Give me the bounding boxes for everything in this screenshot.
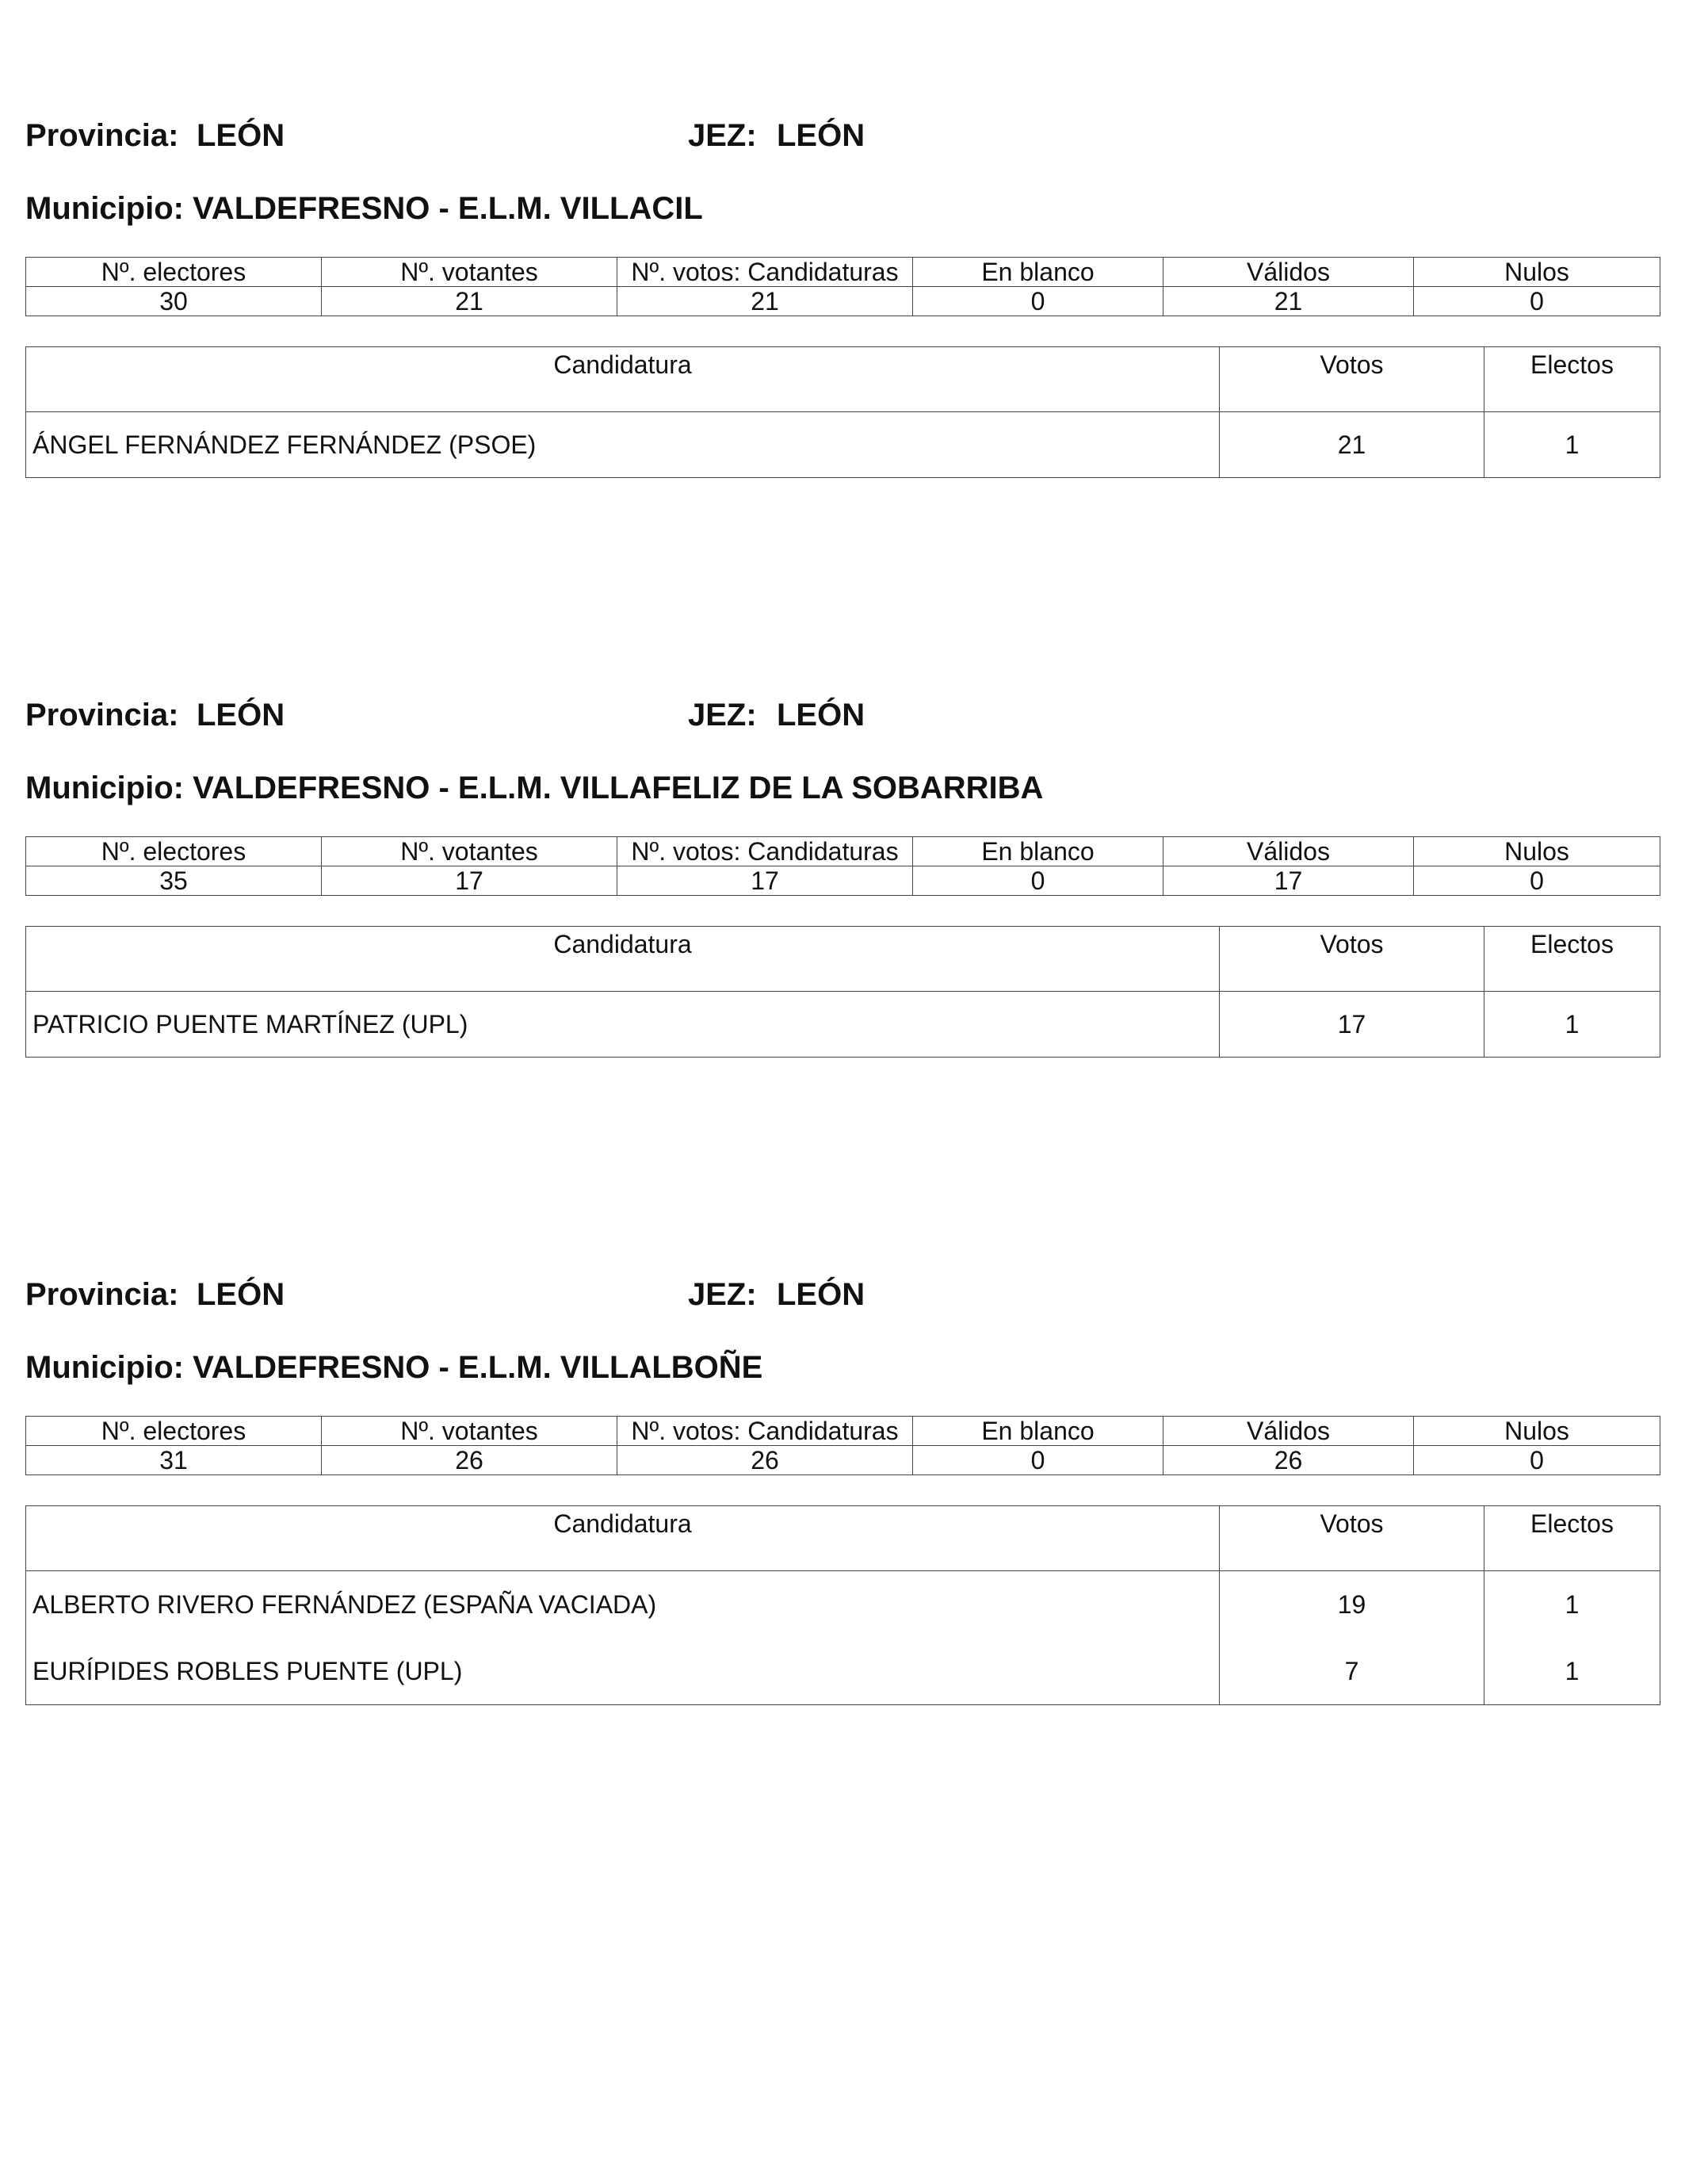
provincia-value: LEÓN <box>197 118 285 153</box>
candidate-votos: 19 <box>1220 1571 1484 1639</box>
candidates-table <box>25 1505 1660 1705</box>
jez-value: LEÓN <box>777 698 865 732</box>
en-blanco-header: En blanco <box>913 837 1163 866</box>
validos-value: 21 <box>1163 287 1414 316</box>
votantes-value: 17 <box>322 866 617 896</box>
stats-table <box>25 1416 1660 1475</box>
candidate-votos: 21 <box>1220 412 1484 478</box>
provincia-label: Provincia: <box>25 118 179 153</box>
en-blanco-value: 0 <box>913 1446 1163 1475</box>
validos-header: Válidos <box>1163 837 1414 866</box>
candidate-votos: 17 <box>1220 992 1484 1058</box>
votantes-header: Nº. votantes <box>322 258 617 287</box>
candidates-header-row <box>26 1506 1660 1571</box>
electores-value: 31 <box>26 1446 322 1475</box>
candidate-electos: 1 <box>1484 1638 1660 1705</box>
stats-table <box>25 836 1660 896</box>
municipio-label: Municipio: <box>25 771 184 805</box>
nulos-header: Nulos <box>1414 837 1660 866</box>
votos-candidaturas-value: 21 <box>617 287 913 316</box>
electores-header: Nº. electores <box>26 1417 322 1446</box>
validos-header: Válidos <box>1163 1417 1414 1446</box>
provincia-label: Provincia: <box>25 698 179 732</box>
candidate-votos: 7 <box>1220 1638 1484 1705</box>
candidates-table <box>25 926 1660 1058</box>
candidate-electos: 1 <box>1484 992 1660 1058</box>
candidate-row <box>26 992 1660 1058</box>
jez-value: LEÓN <box>777 118 865 153</box>
stats-header-row <box>26 1417 1660 1446</box>
jez-label: JEZ: <box>688 118 757 153</box>
validos-value: 26 <box>1163 1446 1414 1475</box>
candidate-row <box>26 1571 1660 1639</box>
en-blanco-header: En blanco <box>913 1417 1163 1446</box>
electores-value: 35 <box>26 866 322 896</box>
votantes-value: 26 <box>322 1446 617 1475</box>
stats-value-row <box>26 866 1660 896</box>
electores-header: Nº. electores <box>26 837 322 866</box>
votos-header: Votos <box>1220 927 1484 992</box>
votos-candidaturas-value: 26 <box>617 1446 913 1475</box>
municipio-heading <box>25 1349 762 1386</box>
result-section-villafeliz <box>25 697 1660 1093</box>
candidate-name: ÁNGEL FERNÁNDEZ FERNÁNDEZ (PSOE) <box>26 412 1220 478</box>
candidates-header-row <box>26 927 1660 992</box>
en-blanco-header: En blanco <box>913 258 1163 287</box>
jez-label: JEZ: <box>688 1277 757 1312</box>
nulos-header: Nulos <box>1414 258 1660 287</box>
en-blanco-value: 0 <box>913 866 1163 896</box>
candidatura-header: Candidatura <box>26 347 1220 412</box>
electos-header: Electos <box>1484 347 1660 412</box>
candidate-row <box>26 412 1660 478</box>
electos-header: Electos <box>1484 1506 1660 1571</box>
municipio-value: VALDEFRESNO - E.L.M. VILLACIL <box>193 191 703 226</box>
electores-header: Nº. electores <box>26 258 322 287</box>
result-section-villalbone <box>25 1276 1660 1685</box>
votos-header: Votos <box>1220 1506 1484 1571</box>
candidatura-header: Candidatura <box>26 927 1220 992</box>
municipio-label: Municipio: <box>25 1350 184 1385</box>
candidates-header-row <box>26 347 1660 412</box>
municipio-label: Municipio: <box>25 191 184 226</box>
stats-value-row <box>26 287 1660 316</box>
en-blanco-value: 0 <box>913 287 1163 316</box>
votos-candidaturas-header: Nº. votos: Candidaturas <box>617 258 913 287</box>
stats-value-row <box>26 1446 1660 1475</box>
stats-header-row <box>26 837 1660 866</box>
votos-candidaturas-header: Nº. votos: Candidaturas <box>617 837 913 866</box>
jez-value: LEÓN <box>777 1277 865 1312</box>
votantes-value: 21 <box>322 287 617 316</box>
electos-header: Electos <box>1484 927 1660 992</box>
nulos-value: 0 <box>1414 1446 1660 1475</box>
provincia-value: LEÓN <box>197 1277 285 1312</box>
nulos-header: Nulos <box>1414 1417 1660 1446</box>
nulos-value: 0 <box>1414 866 1660 896</box>
validos-header: Válidos <box>1163 258 1414 287</box>
stats-table <box>25 257 1660 316</box>
votantes-header: Nº. votantes <box>322 1417 617 1446</box>
municipio-value: VALDEFRESNO - E.L.M. VILLAFELIZ DE LA SOBARRIBA <box>193 771 1044 805</box>
validos-value: 17 <box>1163 866 1414 896</box>
candidate-electos: 1 <box>1484 1571 1660 1639</box>
candidates-table <box>25 346 1660 478</box>
municipio-value: VALDEFRESNO - E.L.M. VILLALBOÑE <box>193 1350 763 1385</box>
nulos-value: 0 <box>1414 287 1660 316</box>
municipio-heading <box>25 190 703 227</box>
candidate-name: PATRICIO PUENTE MARTÍNEZ (UPL) <box>26 992 1220 1058</box>
votantes-header: Nº. votantes <box>322 837 617 866</box>
result-section-villacil <box>25 117 1660 514</box>
jez-label: JEZ: <box>688 698 757 732</box>
provincia-label: Provincia: <box>25 1277 179 1312</box>
candidate-name: EURÍPIDES ROBLES PUENTE (UPL) <box>26 1638 1220 1705</box>
votos-candidaturas-value: 17 <box>617 866 913 896</box>
candidatura-header: Candidatura <box>26 1506 1220 1571</box>
stats-header-row <box>26 258 1660 287</box>
candidate-name: ALBERTO RIVERO FERNÁNDEZ (ESPAÑA VACIADA) <box>26 1571 1220 1639</box>
electores-value: 30 <box>26 287 322 316</box>
candidate-electos: 1 <box>1484 412 1660 478</box>
votos-candidaturas-header: Nº. votos: Candidaturas <box>617 1417 913 1446</box>
provincia-value: LEÓN <box>197 698 285 732</box>
candidate-row <box>26 1638 1660 1705</box>
municipio-heading <box>25 770 1043 806</box>
votos-header: Votos <box>1220 347 1484 412</box>
